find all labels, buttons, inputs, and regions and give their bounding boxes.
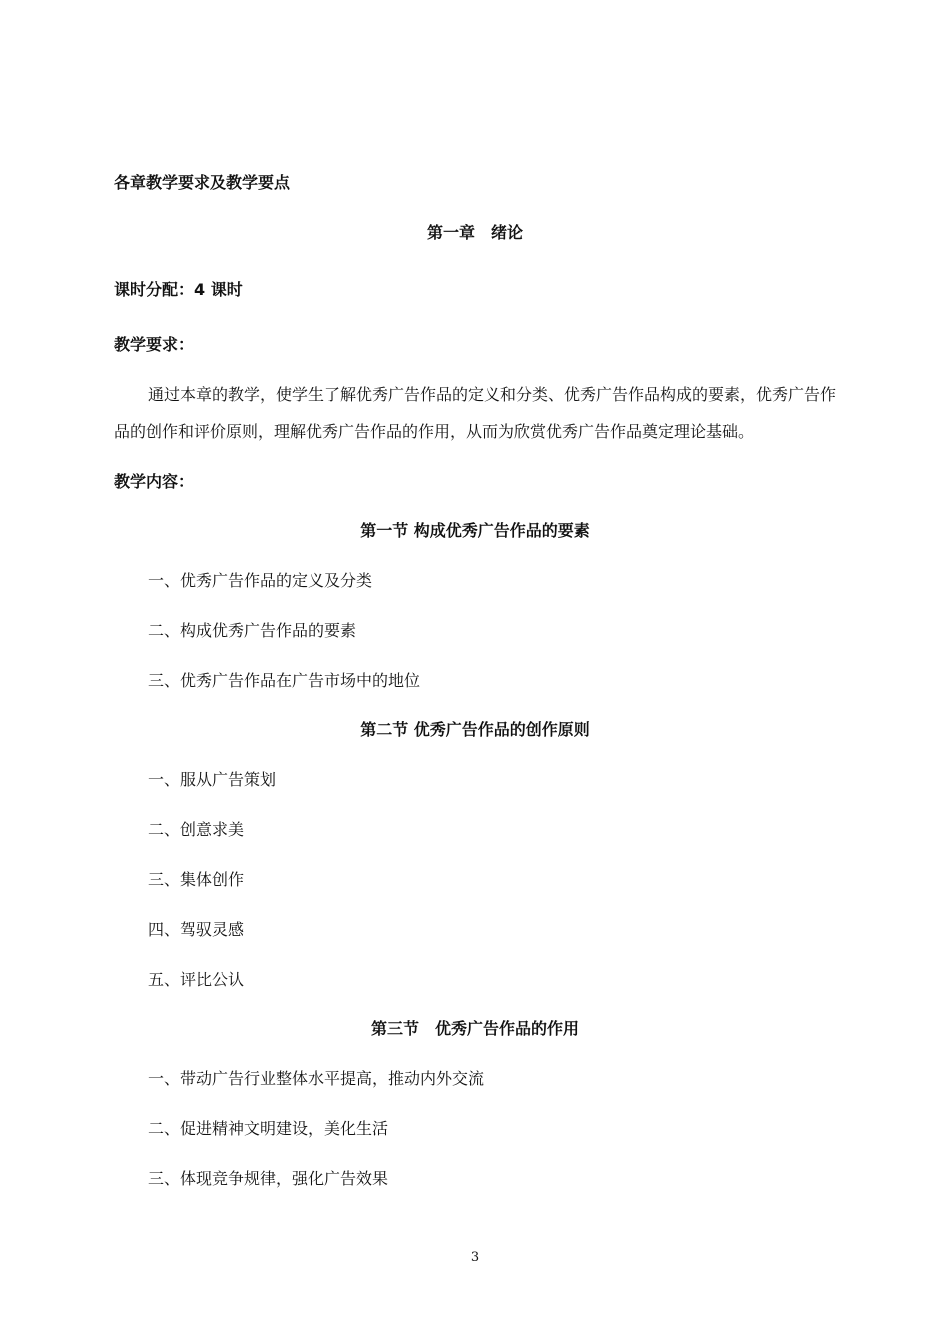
section-2-item: 四、驾驭灵感: [148, 920, 245, 939]
requirements-label: 教学要求：: [114, 335, 195, 354]
section-3-title: 第三节 优秀广告作品的作用: [370, 1019, 579, 1038]
section-2-item: 三、集体创作: [148, 870, 245, 889]
section-3-item: 一、带动广告行业整体水平提高，推动内外交流: [148, 1069, 485, 1088]
section-3-item: 三、体现竞争规律，强化广告效果: [148, 1169, 389, 1188]
class-hours: 课时分配：4 课时: [114, 280, 243, 299]
section-2-item: 二、创意求美: [148, 820, 245, 839]
section-2-item: 五、评比公认: [148, 970, 245, 989]
chapter-title: 第一章 绪论: [426, 223, 523, 242]
section-1-item: 二、构成优秀广告作品的要素: [148, 621, 357, 640]
requirements-paragraph: 通过本章的教学，使学生了解优秀广告作品的定义和分类、优秀广告作品构成的要素，优秀广告作品的创作和评价原则，理解优秀广告作品的作用，从而为欣赏优秀广告作品奠定理论基础。: [114, 385, 837, 441]
section-2-item: 一、服从广告策划: [148, 770, 277, 789]
page-header: 各章教学要求及教学要点: [114, 173, 291, 192]
section-1-item: 三、优秀广告作品在广告市场中的地位: [148, 671, 421, 690]
section-2-title: 第二节 优秀广告作品的创作原则: [360, 720, 590, 739]
content-label: 教学内容：: [114, 472, 195, 491]
section-1-title: 第一节 构成优秀广告作品的要素: [360, 521, 590, 540]
page-number: 3: [470, 1250, 480, 1265]
section-3-item: 二、促进精神文明建设，美化生活: [148, 1119, 389, 1138]
section-1-item: 一、优秀广告作品的定义及分类: [148, 571, 373, 590]
